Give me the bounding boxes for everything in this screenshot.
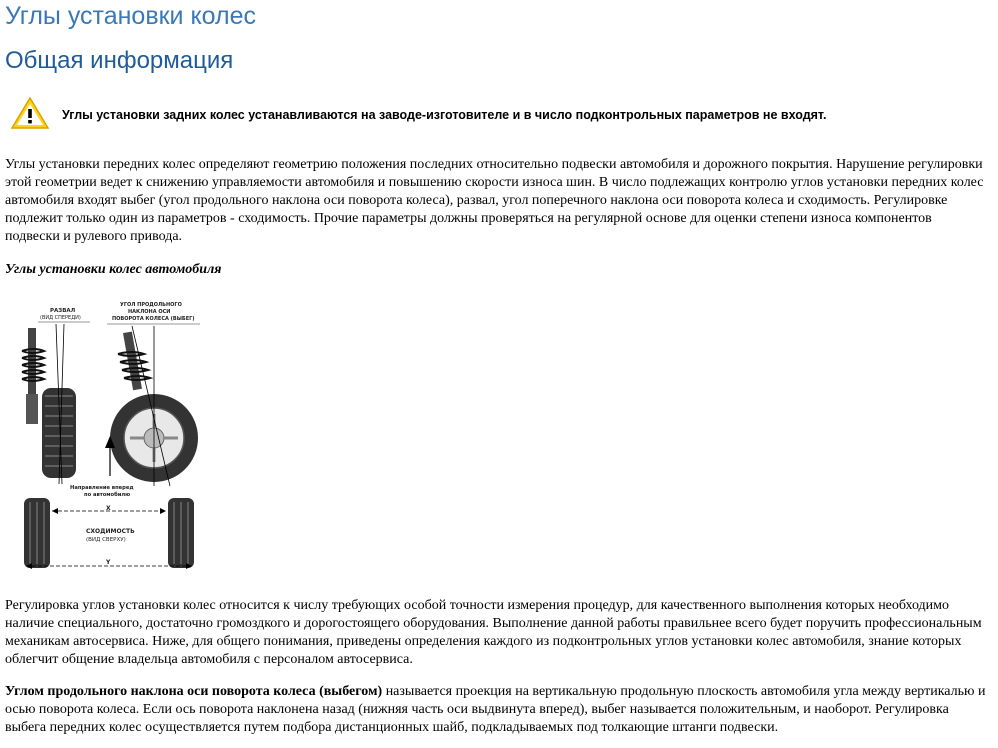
camber-strut-illustration bbox=[22, 324, 76, 484]
direction-label-line2: по автомобилю bbox=[84, 492, 131, 498]
toe-sublabel: (ВИД СВЕРХУ) bbox=[86, 537, 126, 543]
toe-label: СХОДИМОСТЬ bbox=[86, 528, 135, 535]
caster-paragraph bbox=[5, 683, 990, 737]
direction-label-line1: Направление вперед bbox=[70, 485, 134, 491]
warning-text: Углы установки задних колес устанавливаются на заводе-изготовителе и в число подконтрольных параметров не входят. bbox=[62, 108, 827, 122]
toe-left-tyre bbox=[24, 498, 50, 568]
toe-right-tyre bbox=[168, 498, 194, 568]
figure-caption: Углы установки колес автомобиля bbox=[5, 262, 222, 277]
intro-paragraph: Углы установки передних колес определяют геометрию положения последних относительно подвески автомобиля и дорожного покрытия. Нарушение регулировки этой геометрии ведет к снижению управляемости автомобиля и повышению скорости износа шин. В число подлежащих контролю углов установки передних колес автомобиля входят выбег (угол продольного наклона оси поворота колеса), развал, угол поперечного наклона оси поворота колеса и сходимость. Регулировке подлежит только один из параметров - сходимость. Прочие параметры должны проверяться на регулярной основе для оценки степени износа компонентов подвески и рулевого привода. bbox=[5, 157, 984, 244]
adjustment-paragraph: Регулировка углов установки колес относится к числу требующих особой точности измерения процедур, для качественного выполнения которых необходимо наличие специального, достаточно громоздкого и дорогостоящего оборудования. Выполнение данной работы правильнее всего будет поручить профессиональным механикам автосервиса. Ниже, для общего понимания, приведены определения каждого из подконтрольных углов установки колес автомобиля, знание которых облегчит общение владельца автомобиля с персоналом автосервиса. bbox=[5, 598, 982, 667]
caster-wheel-illustration bbox=[110, 326, 198, 486]
wheel-alignment-diagram bbox=[12, 296, 212, 578]
caster-term: Углом продольного наклона оси поворота колеса (выбегом) bbox=[5, 684, 383, 699]
caster-label-line1: УГОЛ ПРОДОЛЬНОГО bbox=[120, 302, 182, 308]
camber-sublabel: (ВИД СПЕРЕДИ) bbox=[40, 315, 81, 321]
caster-label-line2: НАКЛОНА ОСИ bbox=[128, 309, 171, 315]
caster-definition: называется проекция на вертикальную продольную плоскость автомобиля угла между вертикалью и осью поворота колеса. Если ось поворота наклонена назад (нижняя часть оси выдвинута вперед), выбег называется положительным, и наоборот. Регулировка выбега передних колес осуществляется путем подбора дистанционных шайб, подкладываемых под толкающие штанги подвески. bbox=[5, 684, 986, 735]
caster-label-line3: ПОВОРОТА КОЛЕСА (ВЫБЕГ) bbox=[112, 316, 195, 322]
page-title: Углы установки колес bbox=[5, 2, 257, 30]
warning-icon bbox=[10, 96, 50, 130]
dimension-y-label: Y bbox=[106, 559, 111, 566]
dimension-x-label: X bbox=[106, 505, 111, 512]
camber-label: РАЗВАЛ bbox=[50, 308, 76, 314]
page-subtitle: Общая информация bbox=[5, 47, 234, 74]
